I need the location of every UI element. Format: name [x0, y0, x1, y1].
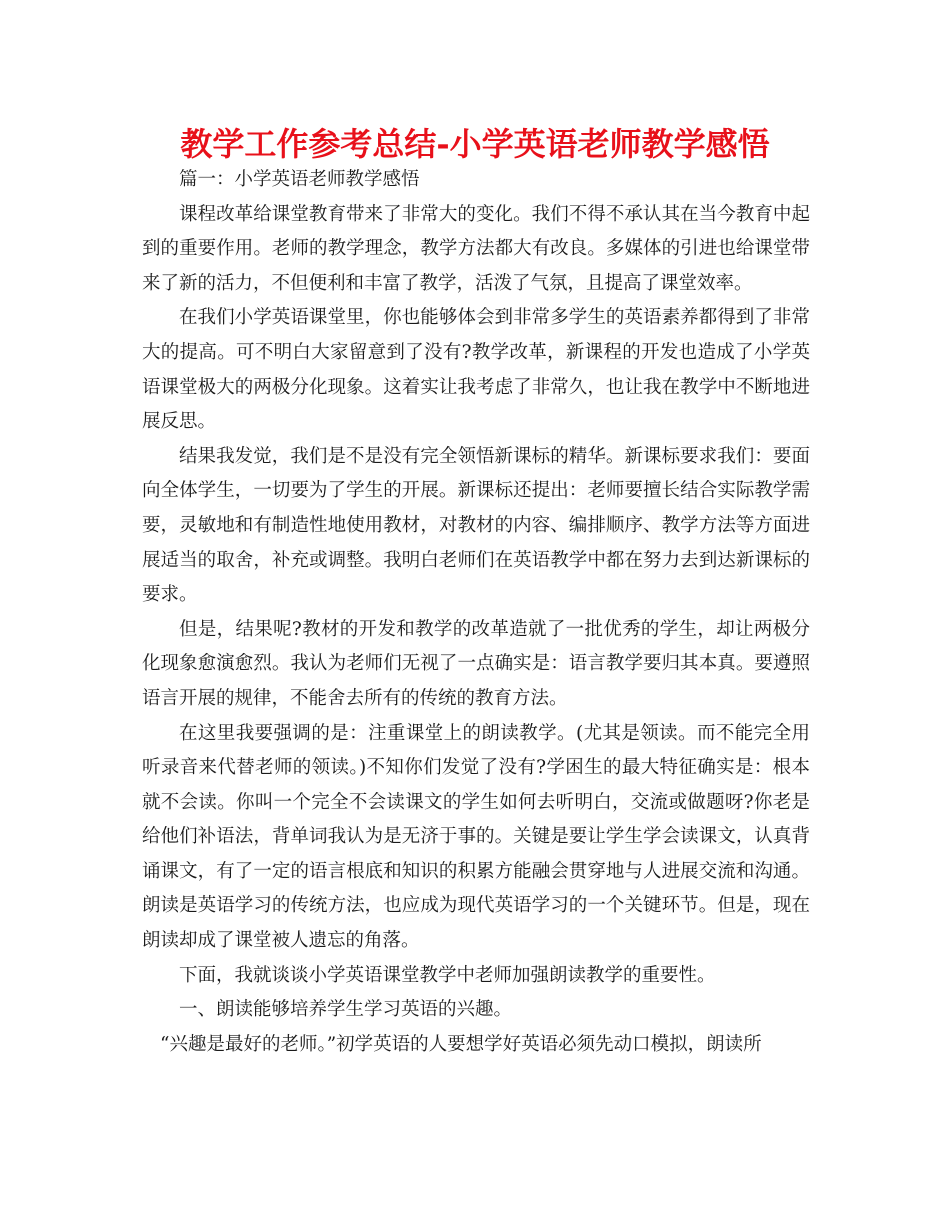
paragraph: “兴趣是最好的老师。”初学英语的人要想学好英语必须先动口模拟，朗读所	[160, 1033, 762, 1055]
paragraph: 课程改革给课堂教育带来了非常大的变化。我们不得不承认其在当今教育中起到的重要作用。老师的教学理念，教学方法都大有改良。多媒体的引进也给课堂带来了新的活力，不但便利和丰富了教学，活泼了气氛，且提高了课堂效率。	[142, 203, 810, 294]
paragraph: 在我们小学英语课堂里，你也能够体会到非常多学生的英语素养都得到了非常大的提高。可不明白大家留意到了没有?教学改革，新课程的开发也造成了小学英语课堂极大的两极分化现象。这着实让我考虑了非常久，也让我在教学中不断地进展反思。	[142, 307, 810, 433]
document-body	[142, 163, 810, 1062]
document-title: 教学工作参考总结-小学英语老师教学感悟	[180, 125, 770, 163]
section-heading: 篇一：小学英语老师教学感悟	[179, 169, 420, 190]
paragraph: 在这里我要强调的是：注重课堂上的朗读教学。(尤其是领读。而不能完全用听录音来代替老师的领读。)不知你们发觉了没有?学困生的最大特征确实是：根本就不会读。你叫一个完全不会读课文的学生如何去听明白，交流或做题呀?你老是给他们补语法，背单词我认为是无济于事的。关键是要让学生学会读课文，认真背诵课文，有了一定的语言根底和知识的积累方能融会贯穿地与人进展交流和沟通。朗读是英语学习的传统方法，也应成为现代英语学习的一个关键环节。但是，现在朗读却成了课堂被人遗忘的角落。	[142, 722, 810, 952]
paragraph: 结果我发觉，我们是不是没有完全领悟新课标的精华。新课标要求我们：要面向全体学生，一切要为了学生的开展。新课标还提出：老师要擅长结合实际教学需要，灵敏地和有制造性地使用教材，对教材的内容、编排顺序、教学方法等方面进展适当的取舍，补充或调整。我明白老师们在英语教学中都在努力去到达新课标的要求。	[142, 445, 810, 606]
paragraph: 下面，我就谈谈小学英语课堂教学中老师加强朗读教学的重要性。	[179, 964, 716, 986]
paragraph: 但是，结果呢?教材的开发和教学的改革造就了一批优秀的学生，却让两极分化现象愈演愈烈。我认为老师们无视了一点确实是：语言教学要归其本真。要遵照语言开展的规律，不能舍去所有的传统的教育方法。	[142, 618, 810, 709]
subheading: 一、朗读能够培养学生学习英语的兴趣。	[179, 999, 513, 1021]
